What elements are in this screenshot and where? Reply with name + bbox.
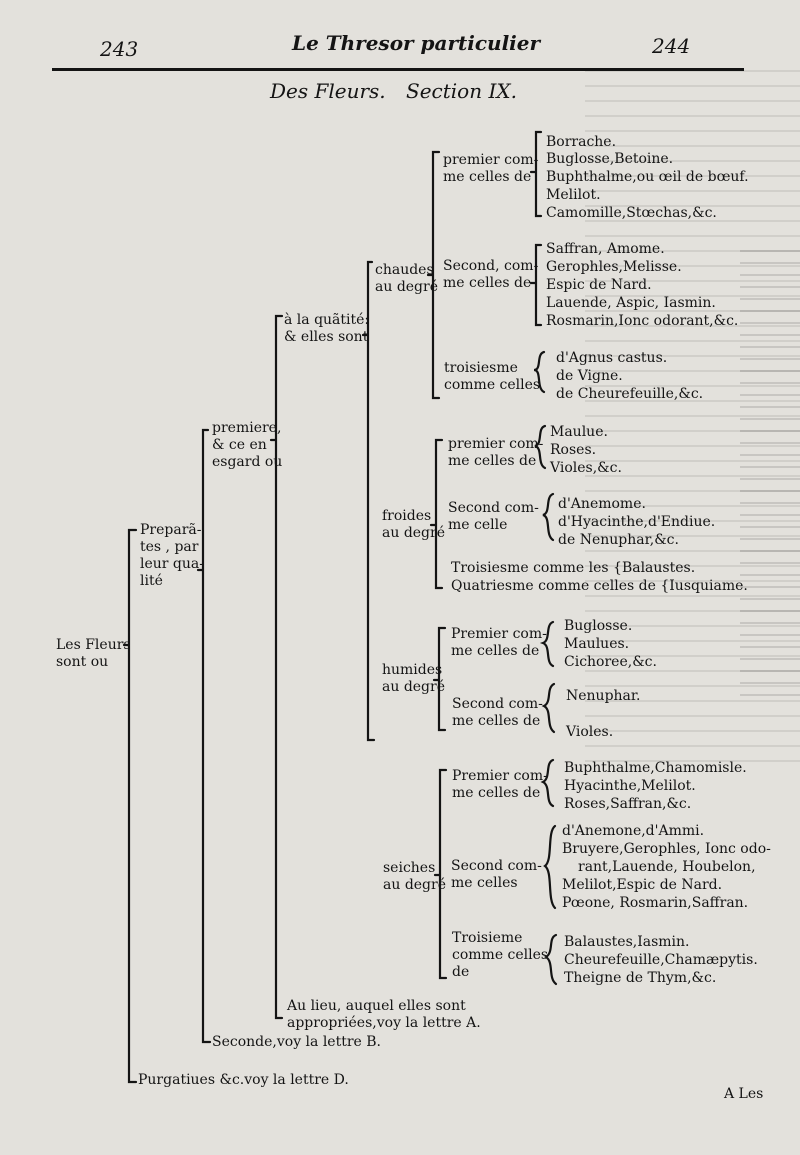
catchword: A Les — [724, 1086, 764, 1102]
list-item: Maulue. — [550, 424, 608, 440]
list-item: de Vigne. — [556, 368, 623, 384]
list-item: Lauende, Aspic, Iasmin. — [546, 295, 716, 311]
running-title: Le Thresor particulier — [292, 31, 541, 55]
list-item: Gerophles,Melisse. — [546, 259, 682, 275]
list-item: Pœone, Rosmarin,Saffran. — [562, 895, 749, 911]
froides-label: froides au degré — [382, 508, 445, 541]
seiches-third-label: Troisieme comme celles de — [452, 930, 549, 980]
list-item: Roses. — [550, 442, 597, 458]
list-item: rant,Lauende, Houbelon, — [578, 859, 756, 875]
page-number-right: 244 — [652, 34, 691, 58]
froides-fourth-line: Quatriesme comme celles de {Iusquiame. — [451, 578, 748, 594]
list-item: de Nenuphar,&c. — [558, 532, 679, 548]
list-item: Buphthalme,ou œil de bœuf. — [546, 169, 749, 185]
chaudes-first-label: premier com- me celles de — [443, 152, 539, 185]
list-item: d'Anemome. — [558, 496, 646, 512]
list-item: Hyacinthe,Melilot. — [564, 778, 696, 794]
list-item: Nenuphar. — [566, 688, 641, 704]
chaudes-third-label: troisiesme comme celles — [444, 360, 541, 393]
humides-second-brace — [544, 684, 554, 732]
section-heading: Des Fleurs. — [270, 79, 386, 103]
list-item: Buglosse. — [564, 618, 633, 634]
froides-second-label: Second com- me celle — [448, 500, 539, 533]
list-item: Rosmarin,Ionc odorant,&c. — [546, 313, 739, 329]
section-number: Section IX. — [406, 79, 517, 103]
list-item: Balaustes,Iasmin. — [564, 934, 690, 950]
list-item: d'Anemone,d'Ammi. — [562, 823, 705, 839]
seiches-first-label: Premier com- me celles de — [452, 768, 548, 801]
chaudes-label: chaudes au degré — [375, 262, 438, 295]
page-number-left: 243 — [100, 37, 139, 61]
list-item: Violes. — [566, 724, 614, 740]
seiches-label: seiches au degré — [383, 860, 446, 893]
prep-label: Preparã- tes , par leur qua- lité — [140, 522, 204, 589]
aulieu-entry: Au lieu, auquel elles sont appropriées,voy la lettre A. — [287, 998, 481, 1031]
chaudes-second-label: Second, com- me celles de — [443, 258, 539, 291]
list-item: Buphthalme,Chamomisle. — [564, 760, 747, 776]
premiere-label: premiere, & ce en esgard ou — [212, 420, 283, 470]
root-label: Les Fleurs sont ou — [56, 637, 131, 670]
list-item: Roses,Saffran,&c. — [564, 796, 692, 812]
froides-third-line: Troisiesme comme les {Balaustes. — [451, 560, 696, 576]
list-item: Saffran, Amome. — [546, 241, 665, 257]
list-item: Borrache. — [546, 134, 617, 150]
list-item: Buglosse,Betoine. — [546, 151, 674, 167]
list-item: de Cheurefeuille,&c. — [556, 386, 704, 402]
list-item: Theigne de Thym,&c. — [564, 970, 717, 986]
list-item: Bruyere,Gerophles, Ionc odo- — [562, 841, 771, 857]
quantite-label: à la quãtité: & elles sont — [284, 312, 370, 345]
list-item: Melilot. — [546, 187, 601, 203]
list-item: Violes,&c. — [550, 460, 622, 476]
purgatiues-entry: Purgatiues &c.voy la lettre D. — [138, 1072, 349, 1088]
list-item: Melilot,Espic de Nard. — [562, 877, 723, 893]
seconde-entry: Seconde,voy la lettre B. — [212, 1034, 382, 1050]
froides-first-label: premier com- me celles de — [448, 436, 544, 469]
list-item: Camomille,Stœchas,&c. — [546, 205, 717, 221]
list-item: d'Hyacinthe,d'Endiue. — [558, 514, 716, 530]
list-item: Cheurefeuille,Chamæpytis. — [564, 952, 758, 968]
humides-second-label: Second com- me celles de — [452, 696, 543, 729]
list-item: Maulues. — [564, 636, 630, 652]
root-brace — [124, 530, 136, 1082]
seiches-second-brace — [545, 826, 555, 908]
humides-first-label: Premier com- me celles de — [451, 626, 547, 659]
list-item: Cichoree,&c. — [564, 654, 657, 670]
humides-label: humides au degré — [382, 662, 445, 695]
froides-second-brace — [543, 494, 553, 540]
list-item: d'Agnus castus. — [556, 350, 668, 366]
list-item: Espic de Nard. — [546, 277, 652, 293]
seiches-second-label: Second com- me celles — [451, 858, 542, 891]
